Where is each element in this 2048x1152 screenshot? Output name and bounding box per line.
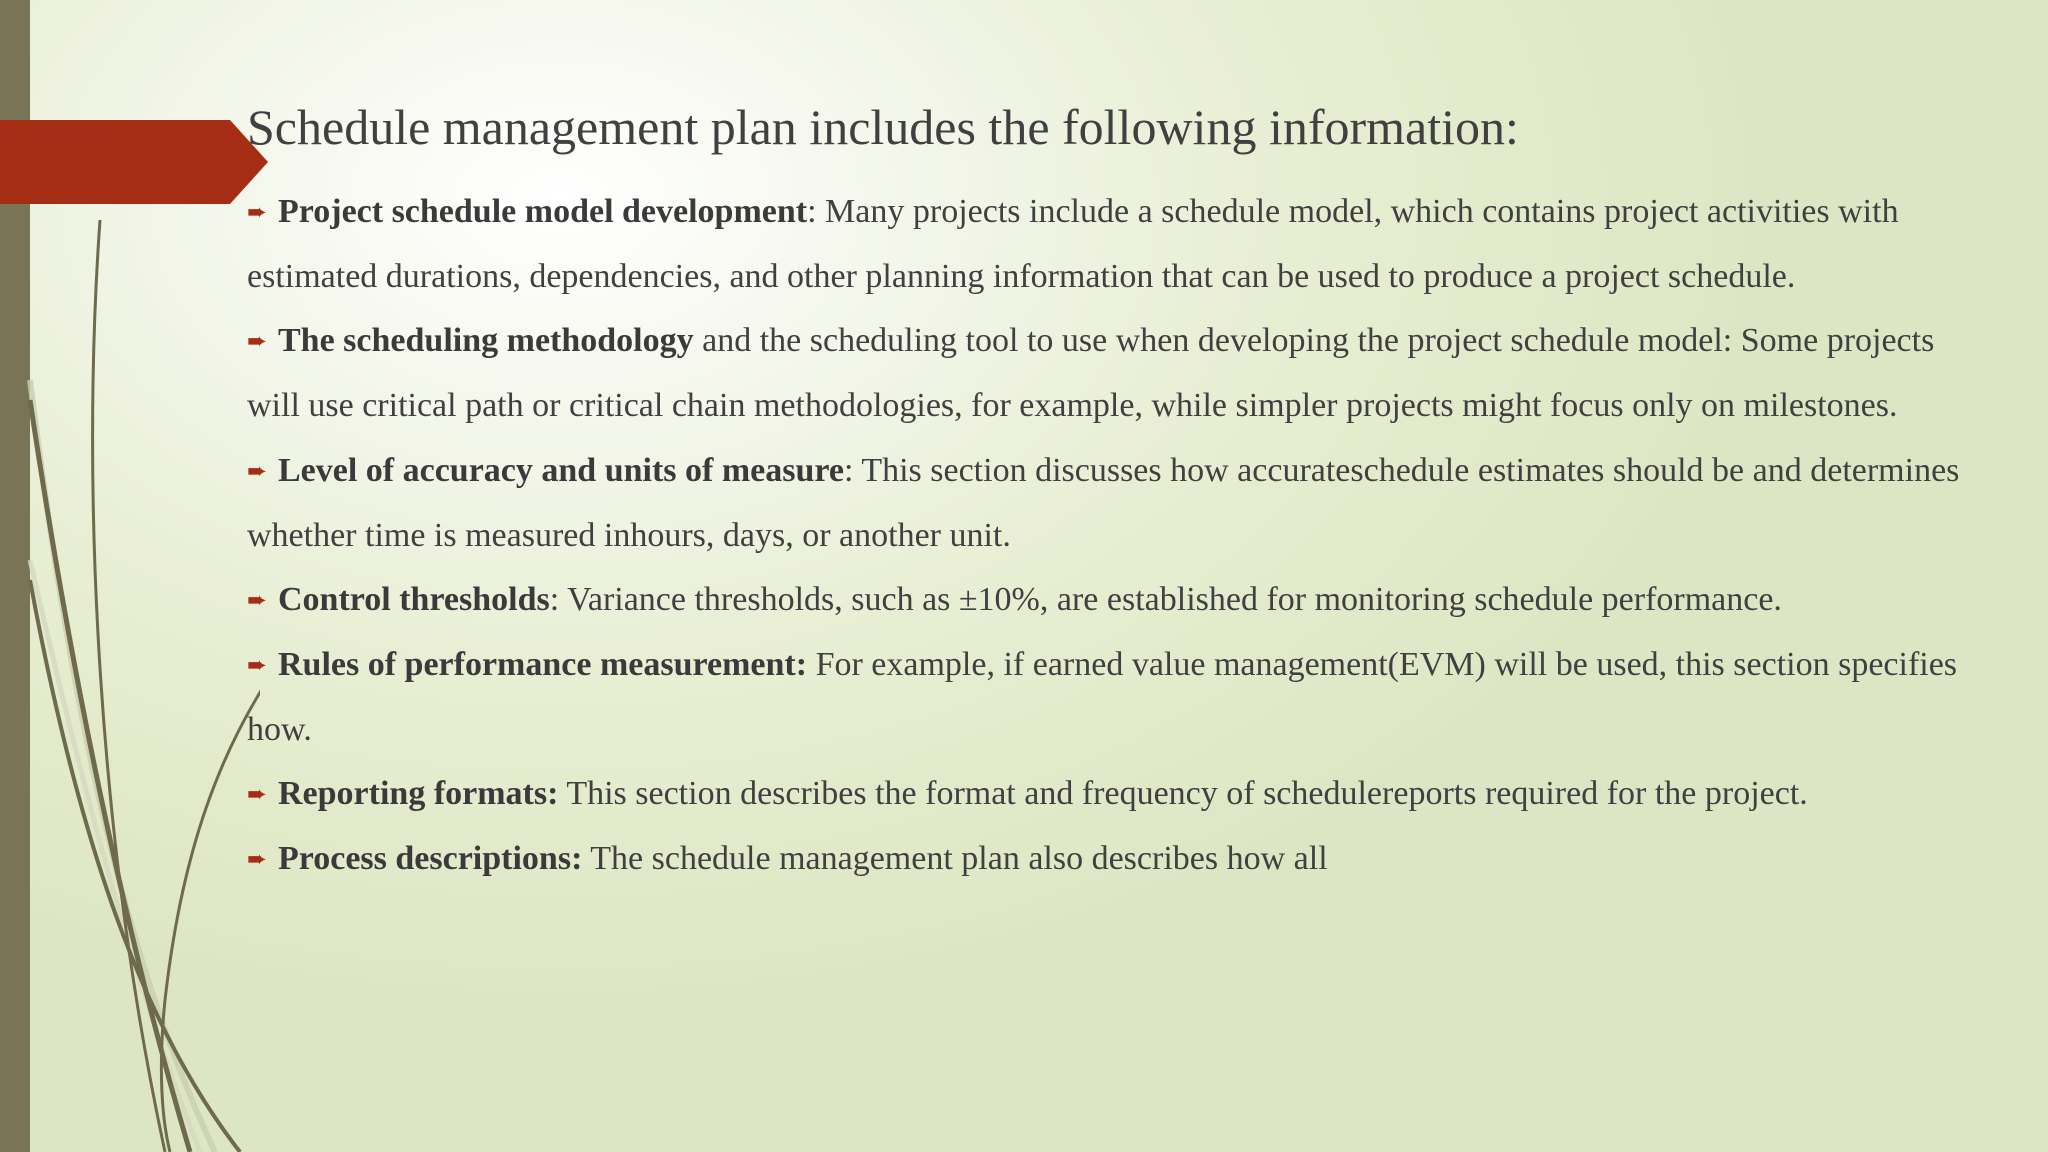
bullet-heading: Process descriptions: [278,840,583,878]
arrow-bullet-icon: ➨ [247,650,268,679]
bullet-heading: Level of accuracy and units of measure [278,451,844,489]
bullet-item [247,762,1987,827]
bullet-item [247,439,1987,568]
arrow-bullet-icon: ➨ [247,456,268,485]
bullet-heading: Reporting formats: [278,775,559,813]
bullet-item [247,309,1987,438]
bullet-item [247,827,1987,892]
bullet-heading: Control thresholds [278,581,550,619]
arrow-bullet-icon: ➨ [247,780,268,809]
arrow-bullet-icon: ➨ [247,327,268,356]
bullet-list [247,180,1987,892]
bullet-item [247,180,1987,309]
bullet-text: : Variance thresholds, such as ±10%, are established for monitoring schedule performance. [549,581,1782,619]
bullet-text: This section describes the format and frequency of schedulereports required for the project. [558,775,1808,813]
arrow-bullet-icon: ➨ [247,845,268,874]
bullet-heading: Rules of performance measurement: [278,645,808,683]
bullet-heading: Project schedule model development [278,193,808,230]
bullet-text: : Many projects include a schedule model, which contains project activities with estimated durations, dependencies, and other planning information that can be used to produce a project schedule. [247,193,1899,295]
arrow-bullet-icon: ➨ [247,198,268,226]
bullet-item [247,568,1987,633]
bullet-text: The schedule management plan also describes how all [582,840,1328,878]
bullet-text: For example, if earned value management(EVM) will be used, this section specifies how. [247,645,1958,748]
title-accent-tab [0,120,270,204]
bullet-item [247,633,1987,762]
bullet-text: : This section discusses how accurateschedule estimates should be and determines whether time is measured inhours, days, or another unit. [247,451,1960,554]
slide-title: Schedule management plan includes the following information: [247,99,1519,155]
bullet-heading: The scheduling methodology [278,322,694,360]
arrow-bullet-icon: ➨ [247,586,268,615]
bullet-text: and the scheduling tool to use when developing the project schedule model: Some projects will use critical path or critical chain methodologies, for example, while simpler projects might focus only on milestones. [247,322,1935,425]
